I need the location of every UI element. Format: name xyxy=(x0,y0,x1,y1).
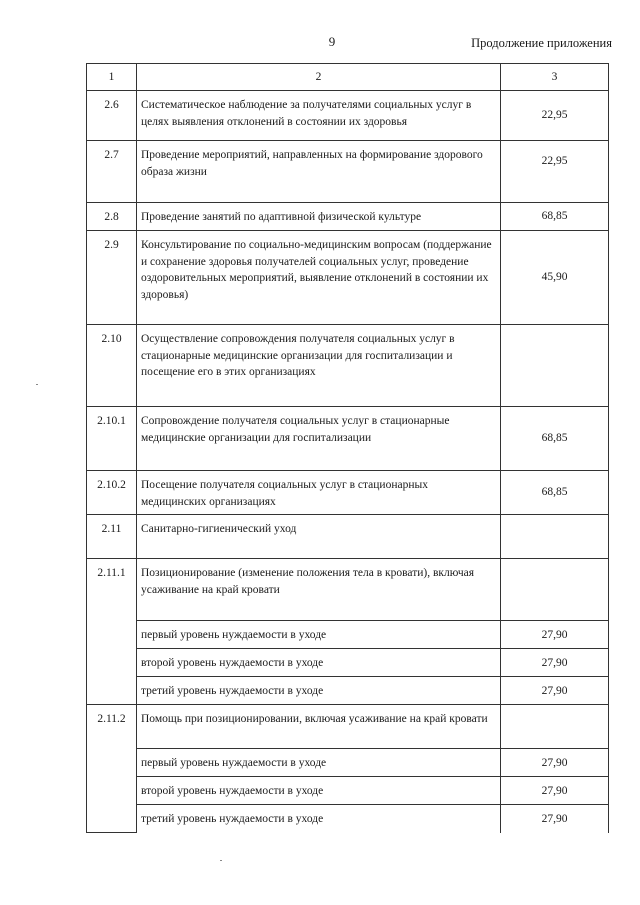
row-number: 2.11.1 xyxy=(87,559,137,705)
table-row xyxy=(87,471,609,515)
row-description: Посещение получателя социальных услуг в стационарных медицинских организациях xyxy=(137,471,501,515)
level-label: второй уровень нуждаемости в уходе xyxy=(137,777,501,805)
table-row xyxy=(87,91,609,141)
level-price: 27,90 xyxy=(501,677,609,705)
row-number: 2.6 xyxy=(87,91,137,141)
level-row xyxy=(87,677,609,705)
scan-speck xyxy=(36,384,38,385)
row-price: 68,85 xyxy=(501,203,609,231)
level-price: 27,90 xyxy=(501,621,609,649)
table-row xyxy=(87,325,609,407)
row-price: 45,90 xyxy=(501,231,609,325)
row-number: 2.10.1 xyxy=(87,407,137,471)
row-description: Помощь при позиционировании, включая усаживание на край кровати xyxy=(137,705,501,749)
row-description: Проведение занятий по адаптивной физической культуре xyxy=(137,203,501,231)
row-description: Проведение мероприятий, направленных на формирование здорового образа жизни xyxy=(137,141,501,203)
row-description: Позиционирование (изменение положения тела в кровати), включая усаживание на край кровати xyxy=(137,559,501,621)
level-row xyxy=(87,621,609,649)
row-price: 22,95 xyxy=(501,91,609,141)
level-label: второй уровень нуждаемости в уходе xyxy=(137,649,501,677)
row-price xyxy=(501,325,609,407)
row-description: Систематическое наблюдение за получателями социальных услуг в целях выявления отклонений в состоянии их здоровья xyxy=(137,91,501,141)
column-header-2: 2 xyxy=(137,64,501,91)
table-row xyxy=(87,515,609,559)
table-row xyxy=(87,559,609,621)
row-price: 68,85 xyxy=(501,407,609,471)
table-row xyxy=(87,231,609,325)
page-number: 9 xyxy=(328,34,336,49)
scan-speck xyxy=(220,860,222,861)
level-price: 27,90 xyxy=(501,649,609,677)
level-price: 27,90 xyxy=(501,805,609,833)
level-label: третий уровень нуждаемости в уходе xyxy=(137,805,501,833)
level-row xyxy=(87,749,609,777)
table-header-row xyxy=(87,64,609,91)
row-description: Консультирование по социально-медицинским вопросам (поддержание и сохранение здоровья получателей социальных услуг, проведение оздоровительных мероприятий, выявление отклонений в состоянии их здоровья) xyxy=(137,231,501,325)
level-price: 27,90 xyxy=(501,777,609,805)
row-number: 2.7 xyxy=(87,141,137,203)
table-row xyxy=(87,141,609,203)
table-row xyxy=(87,705,609,749)
row-number: 2.11.2 xyxy=(87,705,137,833)
level-row xyxy=(87,777,609,805)
column-header-1: 1 xyxy=(87,64,137,91)
level-row xyxy=(87,649,609,677)
level-label: первый уровень нуждаемости в уходе xyxy=(137,621,501,649)
row-description: Санитарно-гигиенический уход xyxy=(137,515,501,559)
table-row xyxy=(87,203,609,231)
row-description: Осуществление сопровождения получателя социальных услуг в стационарные медицинские организации для госпитализации и посещение его в этих организациях xyxy=(137,325,501,407)
row-price xyxy=(501,559,609,621)
row-price xyxy=(501,515,609,559)
level-row xyxy=(87,805,609,833)
table-row xyxy=(87,407,609,471)
column-header-3: 3 xyxy=(501,64,609,91)
tariff-table xyxy=(86,63,609,833)
row-description: Сопровождение получателя социальных услуг в стационарные медицинские организации для госпитализации xyxy=(137,407,501,471)
row-number: 2.10 xyxy=(87,325,137,407)
level-price: 27,90 xyxy=(501,749,609,777)
row-price xyxy=(501,705,609,749)
row-number: 2.10.2 xyxy=(87,471,137,515)
row-number: 2.9 xyxy=(87,231,137,325)
level-label: третий уровень нуждаемости в уходе xyxy=(137,677,501,705)
level-label: первый уровень нуждаемости в уходе xyxy=(137,749,501,777)
row-number: 2.8 xyxy=(87,203,137,231)
continuation-label: Продолжение приложения xyxy=(471,36,612,50)
row-number: 2.11 xyxy=(87,515,137,559)
row-price: 22,95 xyxy=(501,141,609,203)
row-price: 68,85 xyxy=(501,471,609,515)
